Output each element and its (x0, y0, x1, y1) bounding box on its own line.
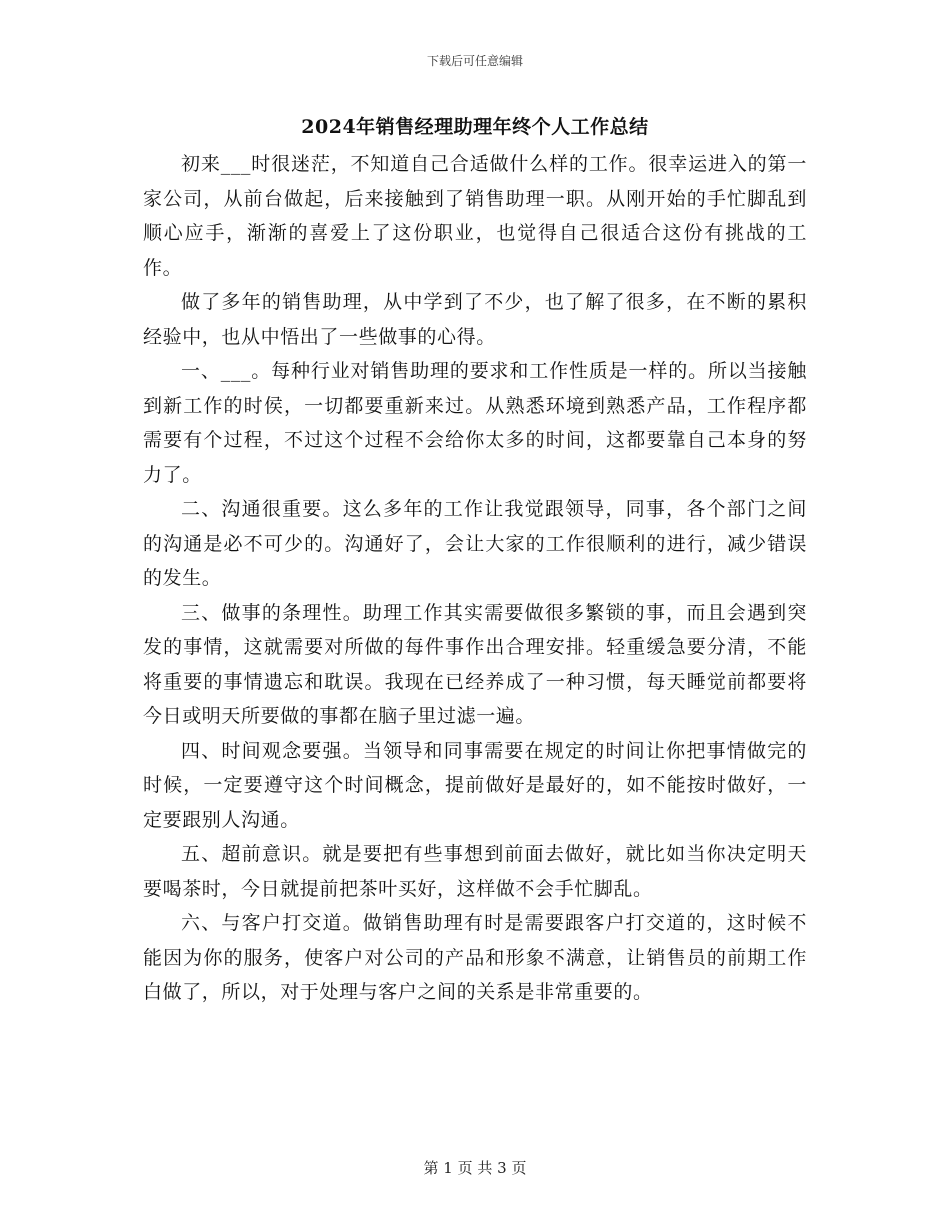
paragraph-point-3: 三、做事的条理性。助理工作其实需要做很多繁锁的事，而且会遇到突发的事情，这就需要对所做的每件事作出合理安排。轻重缓急要分清，不能将重要的事情遗忘和耽误。我现在已经养成了一种习惯，每天睡觉前都要将今日或明天所要做的事都在脑子里过滤一遍。 (143, 601, 807, 727)
paragraph-point-1: 一、___。每种行业对销售助理的要求和工作性质是一样的。所以当接触到新工作的时侯，一切都要重新来过。从熟悉环境到熟悉产品，工作程序都需要有个过程，不过这个过程不会给你太多的时间，这都要靠自己本身的努力了。 (143, 360, 807, 486)
paragraph-point-6: 六、与客户打交道。做销售助理有时是需要跟客户打交道的，这时候不能因为你的服务，使客户对公司的产品和形象不满意，让销售员的前期工作白做了，所以，对于处理与客户之间的关系是非常重要的。 (143, 912, 807, 1003)
paragraph-point-4: 四、时间观念要强。当领导和同事需要在规定的时间让你把事情做完的时候，一定要遵守这个时间概念，提前做好是最好的，如不能按时做好，一定要跟别人沟通。 (143, 739, 807, 831)
page-header-note: 下载后可任意编辑 (426, 54, 523, 68)
document-title: 2024年销售经理助理年终个人工作总结 (301, 116, 649, 138)
page-number: 第 1 页 共 3 页 (423, 1159, 527, 1177)
paragraph-experience: 做了多年的销售助理，从中学到了不少，也了解了很多，在不断的累积经验中，也从中悟出了一些做事的心得。 (143, 291, 807, 348)
paragraph-point-2: 二、沟通很重要。这么多年的工作让我觉跟领导，同事，各个部门之间的沟通是必不可少的。沟通好了，会让大家的工作很顺利的进行，减少错误的发生。 (143, 498, 807, 589)
document-body (143, 147, 807, 1010)
paragraph-point-5: 五、超前意识。就是要把有些事想到前面去做好，就比如当你决定明天要喝茶时，今日就提前把茶叶买好，这样做不会手忙脚乱。 (143, 843, 807, 900)
paragraph-intro: 初来___时很迷茫，不知道自己合适做什么样的工作。很幸运进入的第一家公司，从前台做起，后来接触到了销售助理一职。从刚开始的手忙脚乱到顺心应手，渐渐的喜爱上了这份职业，也觉得自己很适合这份有挑战的工作。 (143, 153, 807, 279)
